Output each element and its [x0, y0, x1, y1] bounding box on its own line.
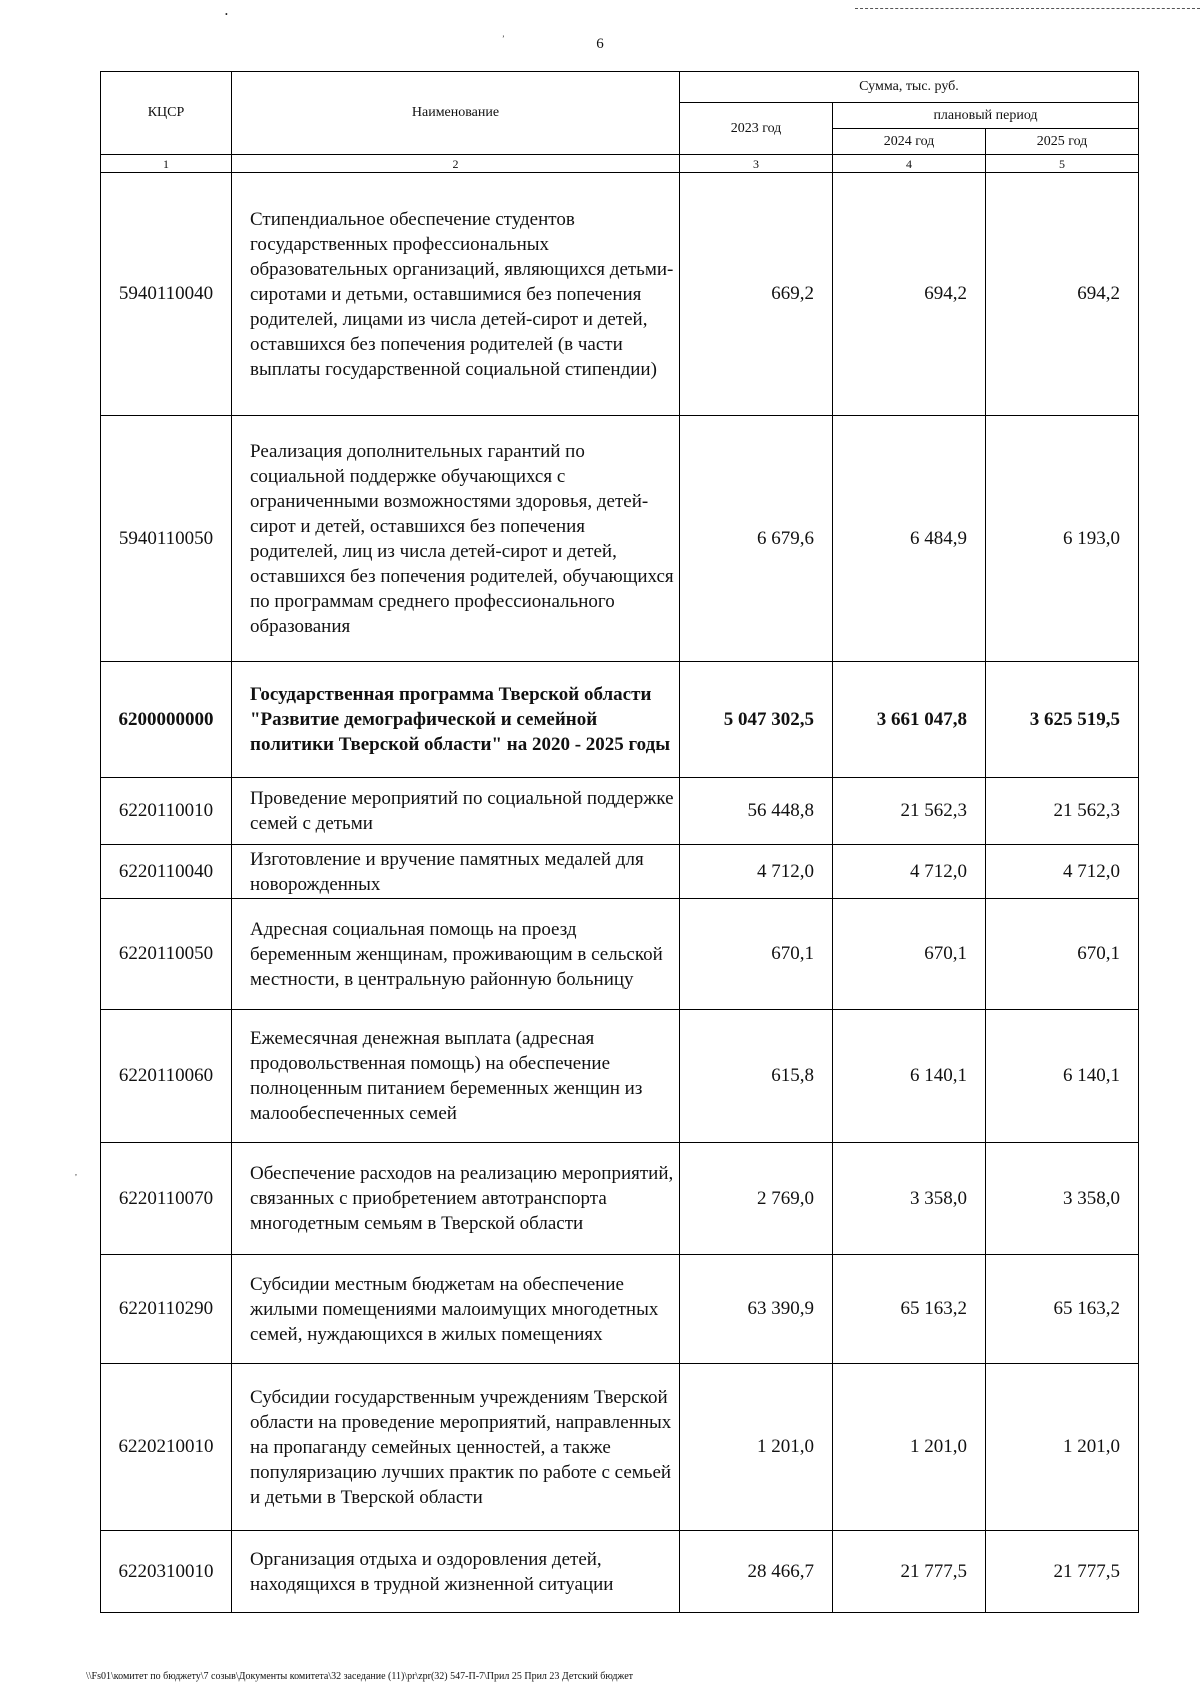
row-name: Ежемесячная денежная выплата (адресная продовольственная помощь) на обеспечение полноценным питанием беременных женщин из малообеспеченных семей	[232, 1010, 680, 1143]
row-value-2025: 3 625 519,5	[986, 662, 1139, 778]
table-row	[101, 1143, 1139, 1255]
row-name: Изготовление и вручение памятных медалей для новорожденных	[232, 845, 680, 899]
row-value-2024: 3 661 047,8	[833, 662, 986, 778]
row-name: Проведение мероприятий по социальной поддержке семей с детьми	[232, 778, 680, 845]
row-value-2025: 6 193,0	[986, 416, 1139, 662]
row-value-2025: 1 201,0	[986, 1364, 1139, 1531]
column-number: 3	[680, 155, 833, 173]
row-code: 5940110040	[101, 173, 232, 416]
row-value-2023: 1 201,0	[680, 1364, 833, 1531]
row-value-2025: 4 712,0	[986, 845, 1139, 899]
row-code: 6200000000	[101, 662, 232, 778]
row-value-2024: 21 777,5	[833, 1531, 986, 1613]
row-value-2024: 670,1	[833, 899, 986, 1010]
row-value-2023: 669,2	[680, 173, 833, 416]
row-name: Государственная программа Тверской области "Развитие демографической и семейной политики Тверской области" на 2020 - 2025 годы	[232, 662, 680, 778]
column-number: 1	[101, 155, 232, 173]
file-path-footer: \\Fs01\комитет по бюджету\7 созыв\Документы комитета\32 заседание (11)\pr\zpr(32) 547-П-7\Прил 25 Прил 23 Детский бюджет	[86, 1671, 634, 1682]
scan-edge-line	[855, 8, 1200, 9]
row-value-2024: 6 484,9	[833, 416, 986, 662]
header-name: Наименование	[232, 72, 680, 155]
budget-table	[100, 71, 1139, 1613]
row-code: 6220110070	[101, 1143, 232, 1255]
row-code: 6220110060	[101, 1010, 232, 1143]
header-planned-period: плановый период	[833, 103, 1139, 129]
row-name: Субсидии государственным учреждениям Тверской области на проведение мероприятий, направленных на пропаганду семейных ценностей, а также популяризацию лучших практик по работе с семьей и детьми в Тверской области	[232, 1364, 680, 1531]
row-code: 6220110010	[101, 778, 232, 845]
table-row	[101, 173, 1139, 416]
row-value-2024: 1 201,0	[833, 1364, 986, 1531]
row-value-2025: 21 562,3	[986, 778, 1139, 845]
row-code: 6220110050	[101, 899, 232, 1010]
column-number: 4	[833, 155, 986, 173]
row-value-2023: 615,8	[680, 1010, 833, 1143]
column-number: 2	[232, 155, 680, 173]
row-code: 6220110040	[101, 845, 232, 899]
scan-speck: ’	[502, 34, 505, 43]
scan-speck: •	[225, 10, 228, 19]
row-name: Обеспечение расходов на реализацию мероприятий, связанных с приобретением автотранспорта многодетным семьям в Тверской области	[232, 1143, 680, 1255]
table-row-total	[101, 662, 1139, 778]
table-row	[101, 1364, 1139, 1531]
page-number: 6	[596, 36, 604, 52]
row-code: 5940110050	[101, 416, 232, 662]
row-value-2024: 65 163,2	[833, 1255, 986, 1364]
row-value-2025: 670,1	[986, 899, 1139, 1010]
table-row	[101, 1255, 1139, 1364]
row-value-2025: 65 163,2	[986, 1255, 1139, 1364]
column-number: 5	[986, 155, 1139, 173]
row-value-2023: 63 390,9	[680, 1255, 833, 1364]
row-name: Реализация дополнительных гарантий по социальной поддержке обучающихся с ограниченными возможностями здоровья, детей-сирот и детей, оставшихся без попечения родителей, лиц из числа детей-сирот и детей, оставшихся без попечения родителей, обучающихся по программам среднего профессионального образования	[232, 416, 680, 662]
table-row	[101, 1531, 1139, 1613]
row-value-2024: 6 140,1	[833, 1010, 986, 1143]
header-sum: Сумма, тыс. руб.	[680, 72, 1139, 103]
scan-speck: ,	[75, 1168, 77, 1177]
row-value-2023: 670,1	[680, 899, 833, 1010]
row-value-2023: 6 679,6	[680, 416, 833, 662]
row-value-2024: 3 358,0	[833, 1143, 986, 1255]
row-value-2024: 21 562,3	[833, 778, 986, 845]
row-value-2025: 694,2	[986, 173, 1139, 416]
row-value-2023: 2 769,0	[680, 1143, 833, 1255]
row-name: Стипендиальное обеспечение студентов государственных профессиональных образовательных организаций, являющихся детьми-сиротами и детьми, оставшимися без попечения родителей, лицами из числа детей-сирот и детей, оставшихся без попечения родителей (в части выплаты государственной социальной стипендии)	[232, 173, 680, 416]
row-code: 6220110290	[101, 1255, 232, 1364]
table-row	[101, 416, 1139, 662]
header-year-2023: 2023 год	[680, 103, 833, 155]
row-value-2023: 4 712,0	[680, 845, 833, 899]
row-value-2024: 694,2	[833, 173, 986, 416]
row-value-2024: 4 712,0	[833, 845, 986, 899]
row-value-2025: 3 358,0	[986, 1143, 1139, 1255]
row-name: Адресная социальная помощь на проезд беременным женщинам, проживающим в сельской местности, в центральную районную больницу	[232, 899, 680, 1010]
row-value-2023: 28 466,7	[680, 1531, 833, 1613]
table-row	[101, 778, 1139, 845]
column-number-row	[101, 155, 1139, 173]
row-name: Субсидии местным бюджетам на обеспечение жилыми помещениями малоимущих многодетных семей, нуждающихся в жилых помещениях	[232, 1255, 680, 1364]
row-code: 6220310010	[101, 1531, 232, 1613]
row-code: 6220210010	[101, 1364, 232, 1531]
table-row	[101, 1010, 1139, 1143]
table-row	[101, 845, 1139, 899]
row-name: Организация отдыха и оздоровления детей, находящихся в трудной жизненной ситуации	[232, 1531, 680, 1613]
row-value-2025: 21 777,5	[986, 1531, 1139, 1613]
row-value-2025: 6 140,1	[986, 1010, 1139, 1143]
row-value-2023: 5 047 302,5	[680, 662, 833, 778]
header-kcsr: КЦСР	[101, 72, 232, 155]
row-value-2023: 56 448,8	[680, 778, 833, 845]
header-year-2025: 2025 год	[986, 129, 1139, 155]
table-row	[101, 899, 1139, 1010]
header-year-2024: 2024 год	[833, 129, 986, 155]
